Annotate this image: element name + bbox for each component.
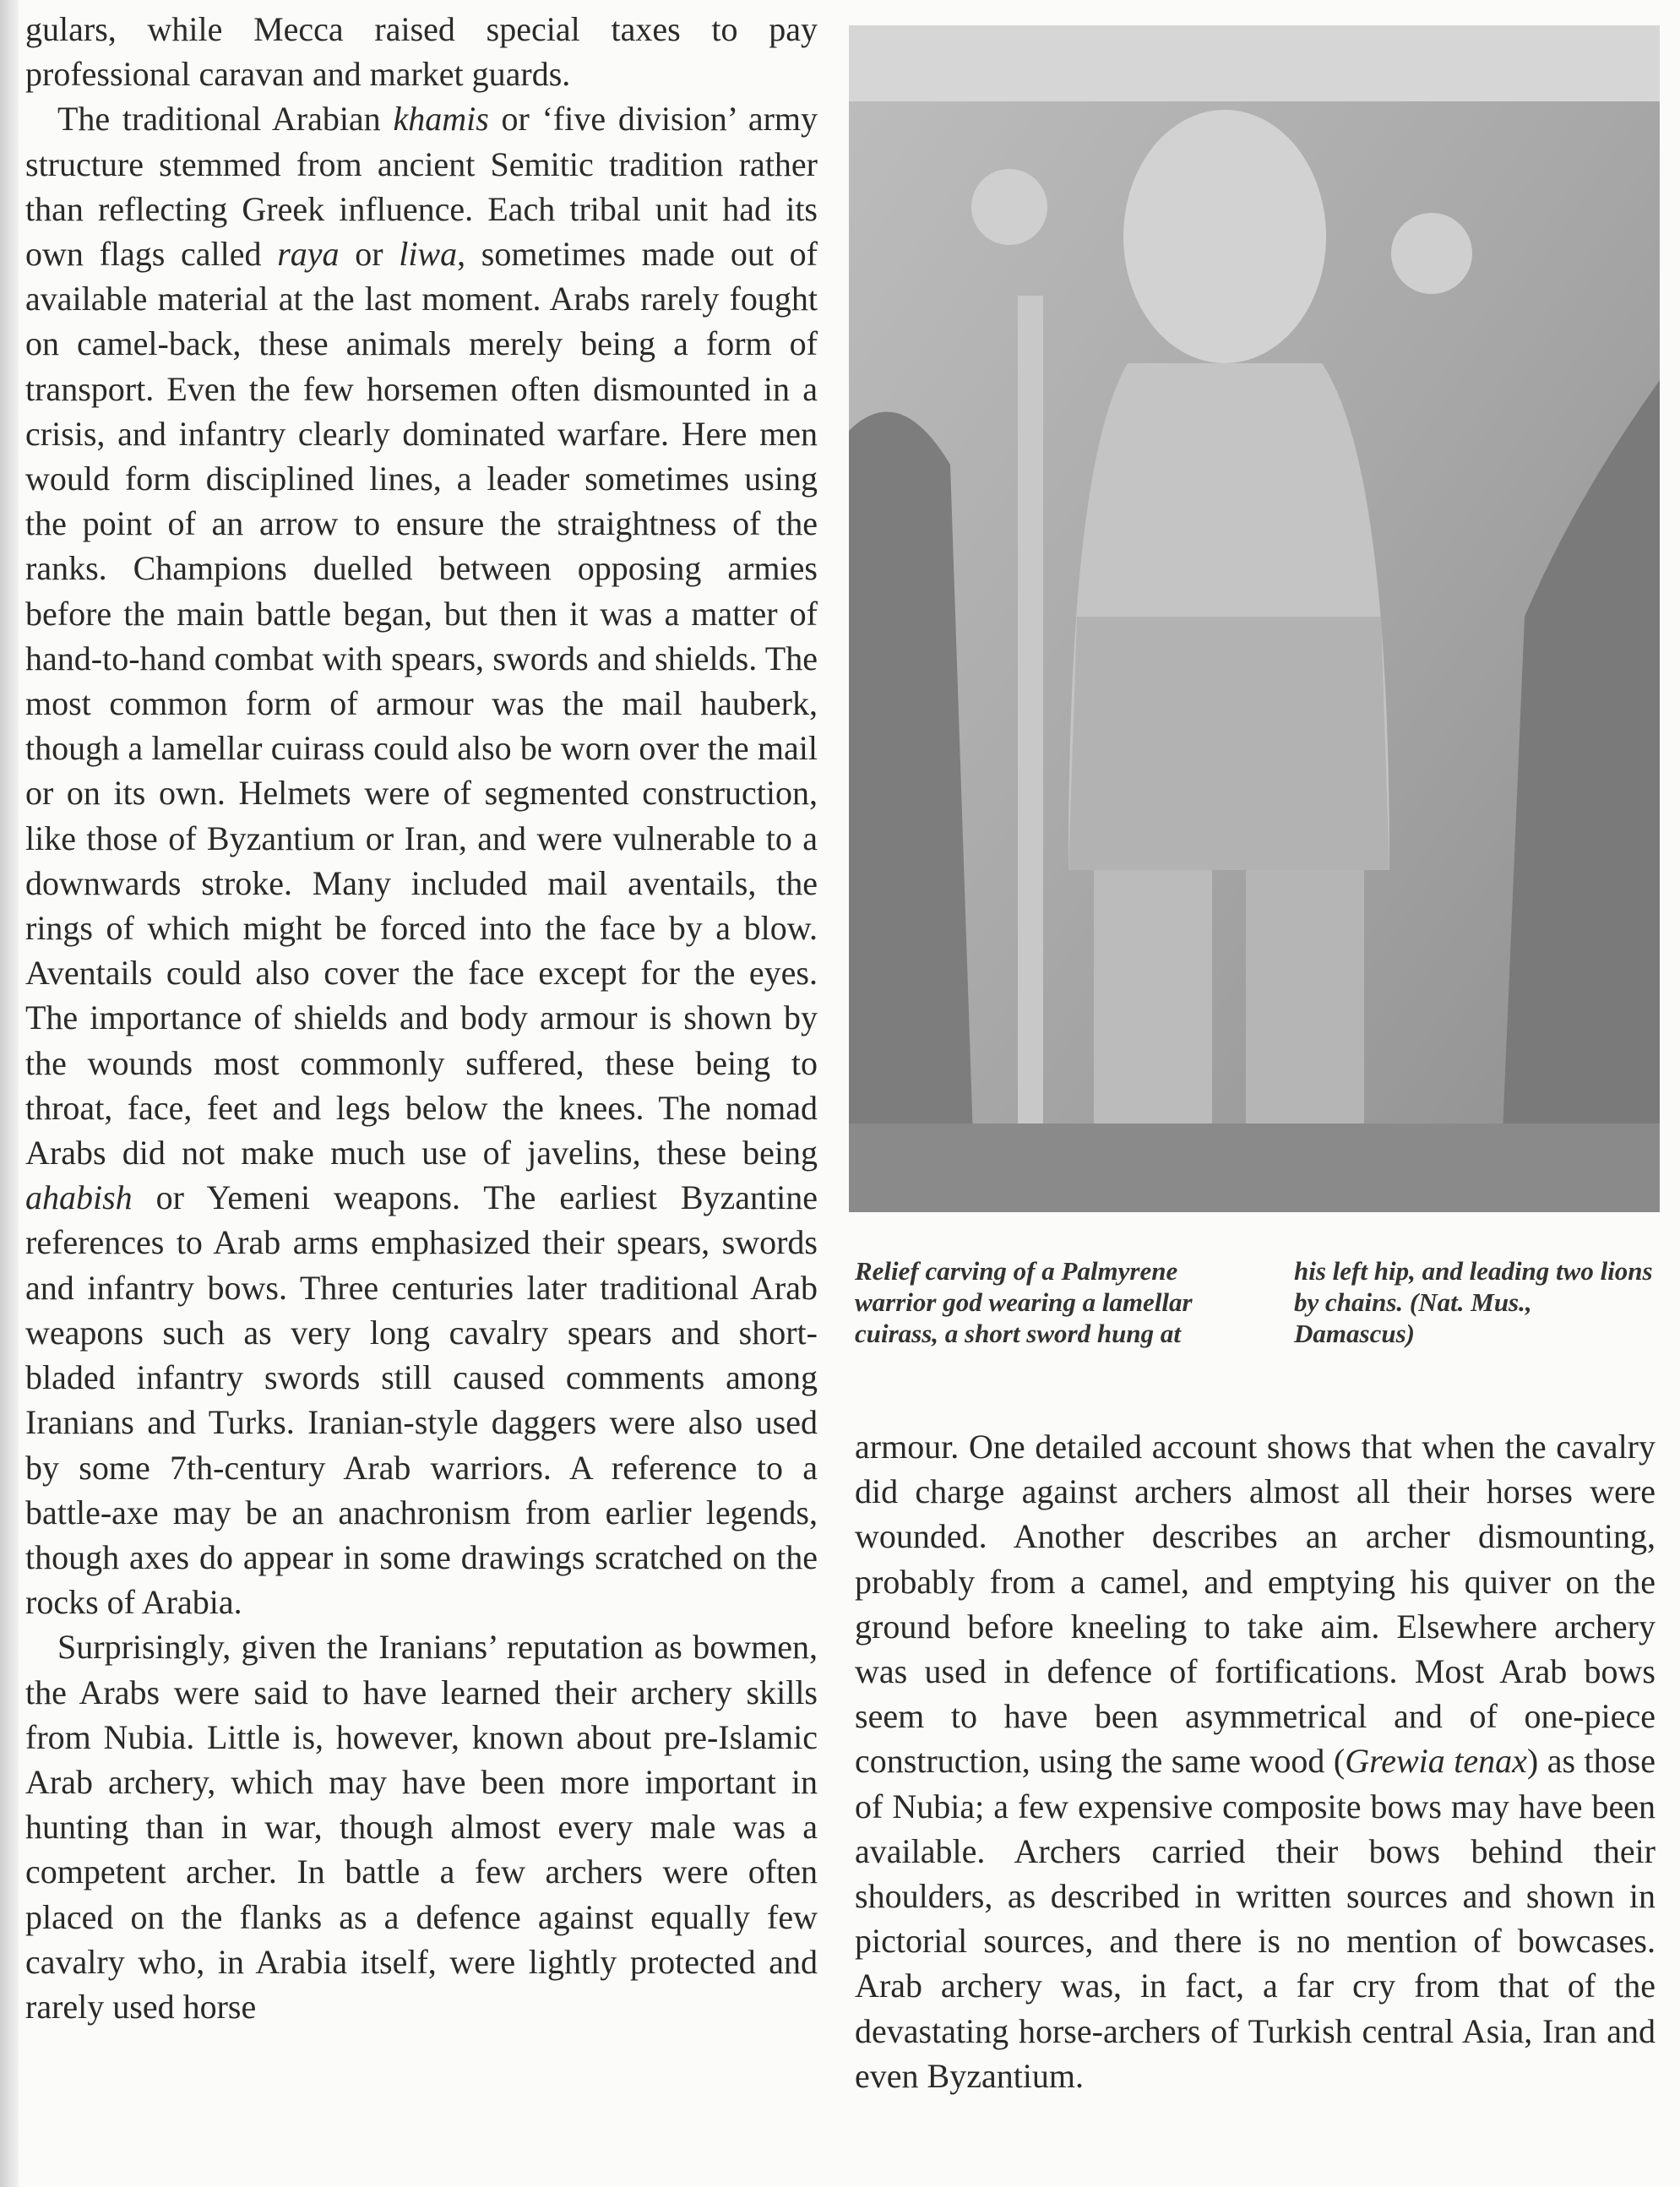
text-run: gulars, while Mecca raised special taxes to pay professional caravan and market guards. <box>25 10 818 94</box>
photo-caption: Relief carving of a Palmyrene warrior god wearing a lamellar cuirass, a short sword hung at his left hip, and leading two lions by chains. (Nat. Mus., Damascus) <box>855 1256 1653 1348</box>
paragraph <box>25 7 818 96</box>
text-run: The traditional Arabian <box>57 100 394 139</box>
relief-photo-image <box>849 25 1660 1212</box>
text-run: Surprisingly, given the Iranians’ reputation as bowmen, the Arabs were said to have learned their archery skills from Nubia. Little is, however, known about pre-Islamic Arab archery, which may have been more important in hunting than in war, though almost every male was a competent archer. In battle a few archers were often placed on the flanks as a defence against equally few cavalry who, in Arabia itself, were lightly protected and rarely used horse <box>25 1628 818 2026</box>
italic-term: Grewia tenax <box>1345 1742 1527 1781</box>
paragraph <box>25 96 818 1624</box>
text-run: or Yemeni weapons. The earliest Byzantine references to Arab arms emphasized their spears, swords and infantry bows. Three centuries later traditional Arab weapons such as very long cavalry spears and short-bladed infantry swords still caused comments among Iranians and Turks. Iranian-style daggers were also used by some 7th-century Arab warriors. A reference to a battle-axe may be an anachronism from earlier legends, though axes do appear in some drawings scratched on the rocks of Arabia. <box>25 1178 818 1622</box>
right-text-column <box>855 1424 1656 2098</box>
text-run: or <box>339 235 400 274</box>
text-run: or ‘five division’ army structure stemmed from ancient Semitic tradition rather than reflecting Greek influence. Each tribal unit had its own flags called <box>25 100 818 274</box>
text-run: , sometimes made out of available material at the last moment. Arabs rarely fought on camel-back, these animals merely being a form of transport. Even the few horsemen often dismounted in a crisis, and infantry clearly dominated warfare. Here men would form disciplined lines, a leader sometimes using the point of an arrow to ensure the straightness of the ranks. Champions duelled between opposing armies before the main battle began, but then it was a matter of hand-to-hand combat with spears, swords and shields. The most common form of armour was the mail hauberk, though a lamellar cuirass could also be worn over the mail or on its own. Helmets were of segmented construction, like those of Byzantium or Iran, and were vulnerable to a downwards stroke. Many included mail aventails, the rings of which might be forced into the face by a blow. Aventails could also cover the face except for the eyes. The importance of shields and body armour is shown by the wounds most commonly suffered, these being to throat, face, feet and legs below the knees. The nomad Arabs did not make much use of javelins, these being <box>25 235 818 1172</box>
paragraph <box>25 1624 818 2029</box>
italic-term: raya <box>277 235 340 274</box>
left-text-column <box>25 7 818 2029</box>
text-run: armour. One detailed account shows that when the cavalry did charge against archers almost all their horses were wounded. Another describes an archer dismounting, probably from a camel, and emptying his quiver on the ground before kneeling to take aim. Elsewhere archery was used in defence of fortifications. Most Arab bows seem to have been asymmetrical and of one-piece construction, using the same wood ( <box>855 1428 1656 1781</box>
scan-edge <box>0 0 19 2187</box>
paragraph <box>855 1424 1656 2098</box>
relief-carving-photo <box>849 25 1660 1212</box>
text-run: ) as those of Nubia; a few expensive composite bows may have been available. Archers carried their bows behind their shoulders, as described in written sources and shown in pictorial sources, and there is no mention of bowcases. Arab archery was, in fact, a far cry from that of the devastating horse-archers of Turkish central Asia, Iran and even Byzantium. <box>855 1742 1656 2095</box>
italic-term: khamis <box>393 100 489 139</box>
italic-term: liwa <box>399 235 458 274</box>
italic-term: ahabish <box>25 1178 133 1217</box>
